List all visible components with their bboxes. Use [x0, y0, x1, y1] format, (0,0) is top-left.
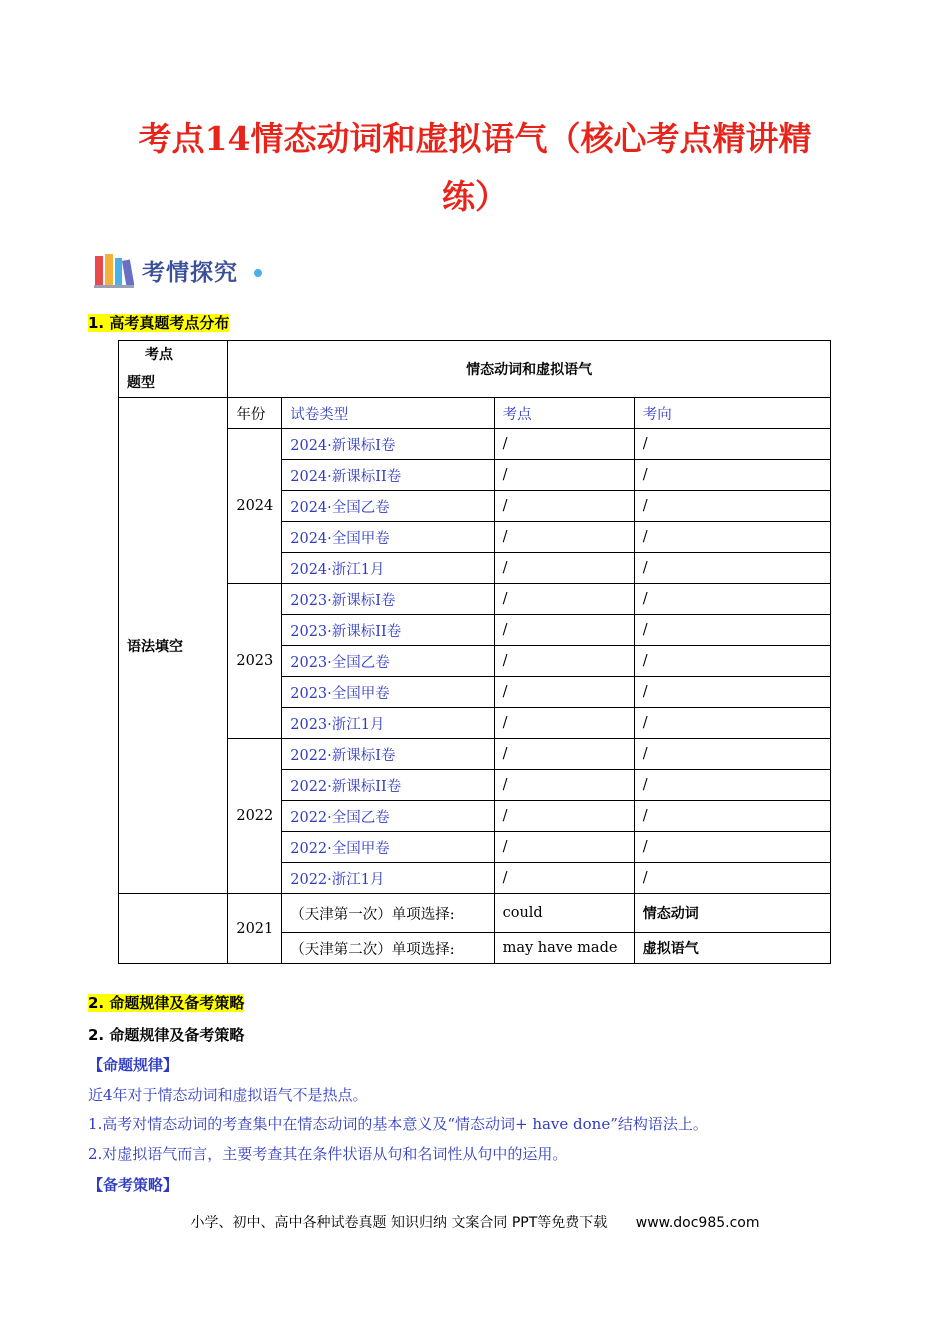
rule-line-1: 近4年对于情态动词和虚拟语气不是热点。	[88, 1086, 368, 1104]
paper-cell: 2023·新课标I卷	[282, 584, 494, 615]
point-cell: may have made	[494, 933, 634, 964]
section2-heading: 2. 命题规律及备考策略	[88, 1026, 245, 1044]
year-cell: 2023	[228, 584, 282, 739]
year-cell: 2021	[228, 894, 282, 964]
table-header-row	[119, 341, 831, 398]
point-cell: /	[494, 522, 634, 553]
subheader-point: 考点	[494, 398, 634, 429]
paper-cell: 2022·全国乙卷	[282, 801, 494, 832]
point-cell: /	[494, 677, 634, 708]
subheader-paper: 试卷类型	[282, 398, 494, 429]
document-title	[0, 110, 950, 226]
page-footer	[0, 1212, 950, 1232]
direction-cell: /	[634, 522, 830, 553]
strategy-label: 【备考策略】	[88, 1176, 179, 1194]
point-cell: /	[494, 615, 634, 646]
paper-cell: 2022·新课标I卷	[282, 739, 494, 770]
direction-cell: /	[634, 677, 830, 708]
direction-cell: /	[634, 615, 830, 646]
point-cell: /	[494, 739, 634, 770]
footer-text: 小学、初中、高中各种试卷真题 知识归纳 文案合同 PPT等免费下载	[190, 1215, 608, 1231]
paper-cell: 2023·浙江1月	[282, 708, 494, 739]
direction-cell: 虚拟语气	[634, 933, 830, 964]
direction-cell: /	[634, 584, 830, 615]
section-banner	[88, 244, 278, 296]
subheader-row	[119, 398, 831, 429]
point-cell: /	[494, 863, 634, 894]
empty-type-cell	[119, 894, 228, 964]
section2-heading-highlighted: 2. 命题规律及备考策略	[88, 994, 245, 1012]
direction-cell: /	[634, 429, 830, 460]
footer-site-link[interactable]: www.doc985.com	[635, 1215, 760, 1231]
paper-cell: （天津第一次）单项选择:	[282, 894, 494, 933]
paper-cell: （天津第二次）单项选择:	[282, 933, 494, 964]
paper-cell: 2023·全国乙卷	[282, 646, 494, 677]
direction-cell: /	[634, 708, 830, 739]
direction-cell: 情态动词	[634, 894, 830, 933]
paper-cell: 2023·新课标II卷	[282, 615, 494, 646]
point-cell: /	[494, 708, 634, 739]
paper-cell: 2023·全国甲卷	[282, 677, 494, 708]
paper-cell: 2024·浙江1月	[282, 553, 494, 584]
paper-cell: 2022·全国甲卷	[282, 832, 494, 863]
point-cell: /	[494, 491, 634, 522]
direction-cell: /	[634, 863, 830, 894]
paper-cell: 2024·全国乙卷	[282, 491, 494, 522]
year-cell: 2024	[228, 429, 282, 584]
point-cell: /	[494, 553, 634, 584]
header-corner-cell: 考点 题型	[119, 341, 228, 398]
point-cell: /	[494, 832, 634, 863]
direction-cell: /	[634, 646, 830, 677]
point-cell: /	[494, 429, 634, 460]
question-type-cell: 语法填空	[119, 398, 228, 894]
paper-cell: 2024·全国甲卷	[282, 522, 494, 553]
banner-label: 考情探究	[142, 260, 238, 286]
point-cell: /	[494, 801, 634, 832]
paper-cell: 2022·新课标II卷	[282, 770, 494, 801]
point-cell: /	[494, 460, 634, 491]
year-cell: 2022	[228, 739, 282, 894]
direction-cell: /	[634, 770, 830, 801]
direction-cell: /	[634, 832, 830, 863]
paper-cell: 2024·新课标II卷	[282, 460, 494, 491]
dot-icon	[254, 269, 262, 277]
direction-cell: /	[634, 801, 830, 832]
direction-cell: /	[634, 553, 830, 584]
point-cell: /	[494, 770, 634, 801]
rule-line-3: 2.对虚拟语气而言，主要考查其在条件状语从句和名词性从句中的运用。	[88, 1145, 568, 1163]
books-icon	[94, 252, 134, 288]
table-row	[119, 894, 831, 933]
title-line-2: 练）	[442, 177, 508, 216]
exam-distribution-table	[118, 340, 831, 964]
section1-heading: 1. 高考真题考点分布	[88, 314, 230, 332]
subheader-direction: 考向	[634, 398, 830, 429]
direction-cell: /	[634, 460, 830, 491]
topic-header: 情态动词和虚拟语气	[228, 341, 831, 398]
point-cell: /	[494, 646, 634, 677]
point-cell: could	[494, 894, 634, 933]
paper-cell: 2022·浙江1月	[282, 863, 494, 894]
point-cell: /	[494, 584, 634, 615]
rule-label: 【命题规律】	[88, 1056, 179, 1074]
paper-cell: 2024·新课标I卷	[282, 429, 494, 460]
direction-cell: /	[634, 739, 830, 770]
subheader-year: 年份	[228, 398, 282, 429]
title-line-1: 考点14情态动词和虚拟语气（核心考点精讲精	[138, 119, 812, 158]
rule-line-2: 1.高考对情态动词的考查集中在情态动词的基本意义及“情态动词+ have done”结构语法上。	[88, 1115, 708, 1133]
direction-cell: /	[634, 491, 830, 522]
